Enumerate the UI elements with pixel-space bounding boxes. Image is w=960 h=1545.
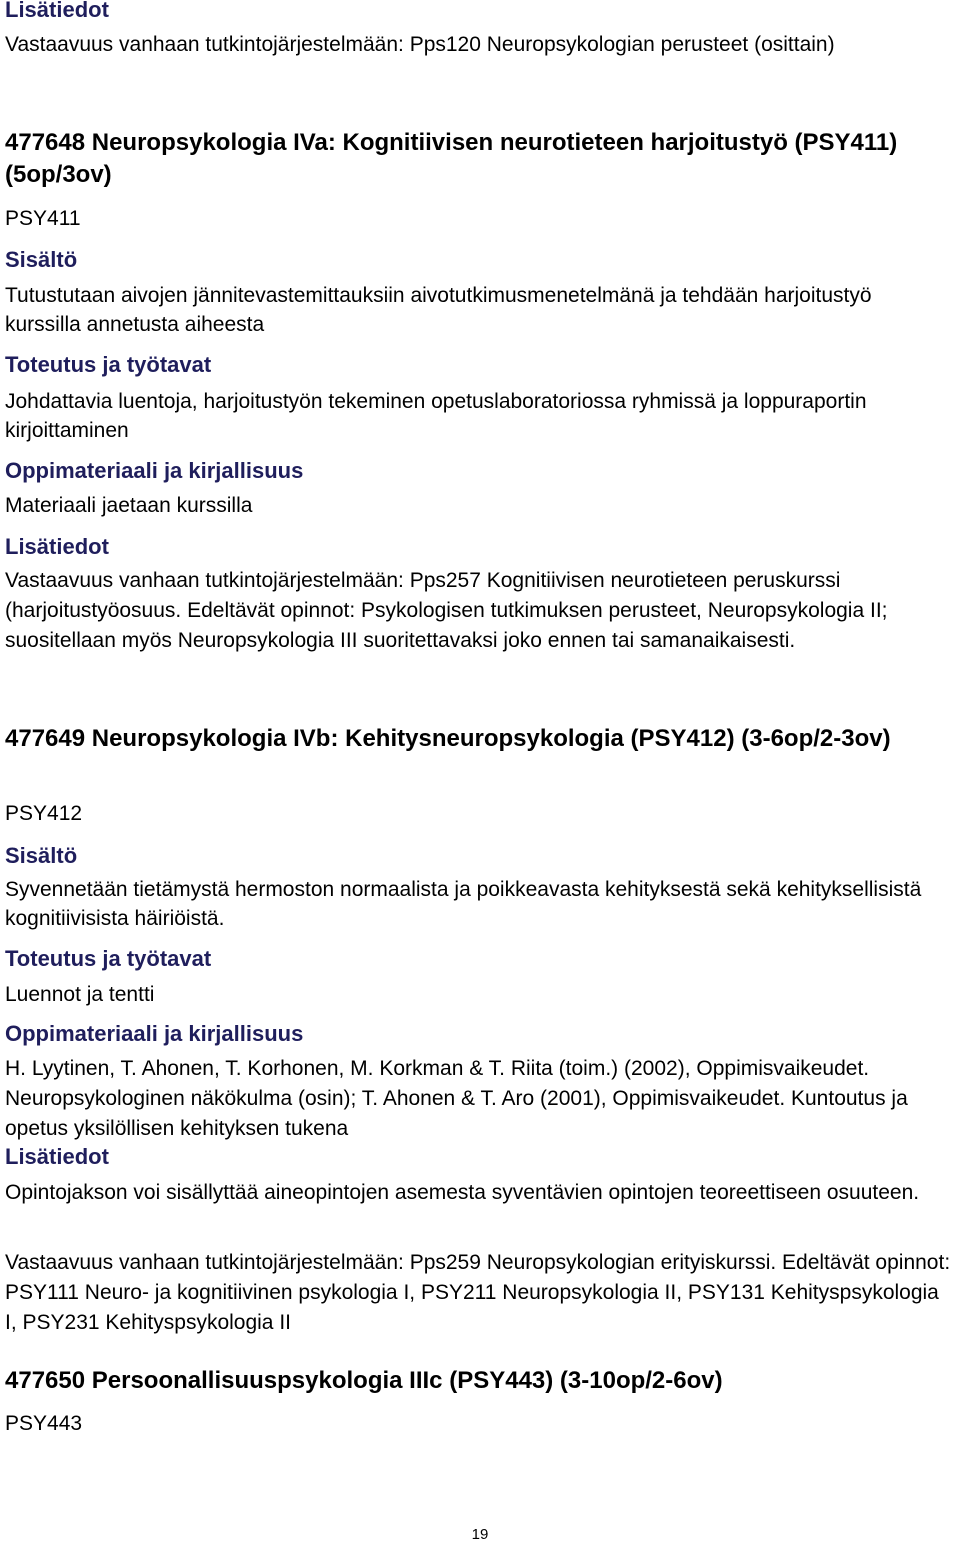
course-title: 477648 Neuropsykologia IVa: Kognitiivisen neurotieteen harjoitustyö (PSY411) (5op/3ov) <box>5 129 898 188</box>
section-heading-oppimateriaali: Oppimateriaali ja kirjallisuus <box>5 1021 304 1046</box>
section-heading-lisatiedot: Lisätiedot <box>5 0 109 22</box>
section-heading-sisalto: Sisältö <box>5 247 78 272</box>
section-text: Johdattavia luentoja, harjoitustyön tekeminen opetuslaboratoriossa ryhmissä ja loppuraportin kirjoittaminen <box>5 390 867 442</box>
section-heading-sisalto: Sisältö <box>5 843 78 868</box>
course-code: PSY411 <box>5 207 81 230</box>
section-heading-lisatiedot: Lisätiedot <box>5 534 109 559</box>
section-text: Opintojakson voi sisällyttää aineopintojen asemesta syventävien opintojen teoreettiseen osuuteen. <box>5 1181 920 1204</box>
section-text: Luennot ja tentti <box>5 983 155 1006</box>
section-text: Syvennetään tietämystä hermoston normaalista ja poikkeavasta kehityksestä sekä kehityksellisistä kognitiivisista häiriöistä. <box>5 878 922 930</box>
section-text: Vastaavuus vanhaan tutkintojärjestelmään: Pps259 Neuropsykologian erityiskurssi. Edeltävät opinnot: PSY111 Neuro- ja kognitiivinen psykologia I, PSY211 Neuropsykologia II, PSY131 Kehityspsykologia I, PSY231 Kehityspsykologia II <box>5 1251 951 1334</box>
section-heading-oppimateriaali: Oppimateriaali ja kirjallisuus <box>5 458 304 483</box>
course-code: PSY443 <box>5 1412 83 1435</box>
section-text: Tutustutaan aivojen jännitevastemittauksiin aivotutkimusmenetelmänä ja tehdään harjoitustyö kurssilla annetusta aiheesta <box>5 284 872 336</box>
section-heading-toteutus: Toteutus ja työtavat <box>5 352 212 377</box>
section-text: Vastaavuus vanhaan tutkintojärjestelmään: Pps257 Kognitiivisen neurotieteen peruskurssi (harjoitustyöosuus. Edeltävät opinnot: Psykologisen tutkimuksen perusteet, Neuropsykologia II; suositellaan myös Neuropsykologia III suoritettavaksi joko ennen tai samanaikaisesti. <box>5 569 888 652</box>
course-title: 477650 Persoonallisuuspsykologia IIIc (PSY443) (3-10op/2-6ov) <box>5 1367 723 1394</box>
section-text: Materiaali jaetaan kurssilla <box>5 494 253 517</box>
section-heading-toteutus: Toteutus ja työtavat <box>5 946 212 971</box>
course-title: 477649 Neuropsykologia IVb: Kehitysneuropsykologia (PSY412) (3-6op/2-3ov) <box>5 725 891 752</box>
section-text: H. Lyytinen, T. Ahonen, T. Korhonen, M. Korkman & T. Riita (toim.) (2002), Oppimisvaikeudet. Neuropsykologinen näkökulma (osin); T. Ahonen & T. Aro (2001), Oppimisvaikeudet. Kuntoutus ja opetus yksilöllisen kehityksen tukena <box>5 1057 908 1140</box>
section-text: Vastaavuus vanhaan tutkintojärjestelmään: Pps120 Neuropsykologian perusteet (osittain) <box>5 33 835 56</box>
section-heading-lisatiedot: Lisätiedot <box>5 1144 109 1169</box>
course-code: PSY412 <box>5 802 83 825</box>
page-number: 19 <box>471 1526 489 1543</box>
